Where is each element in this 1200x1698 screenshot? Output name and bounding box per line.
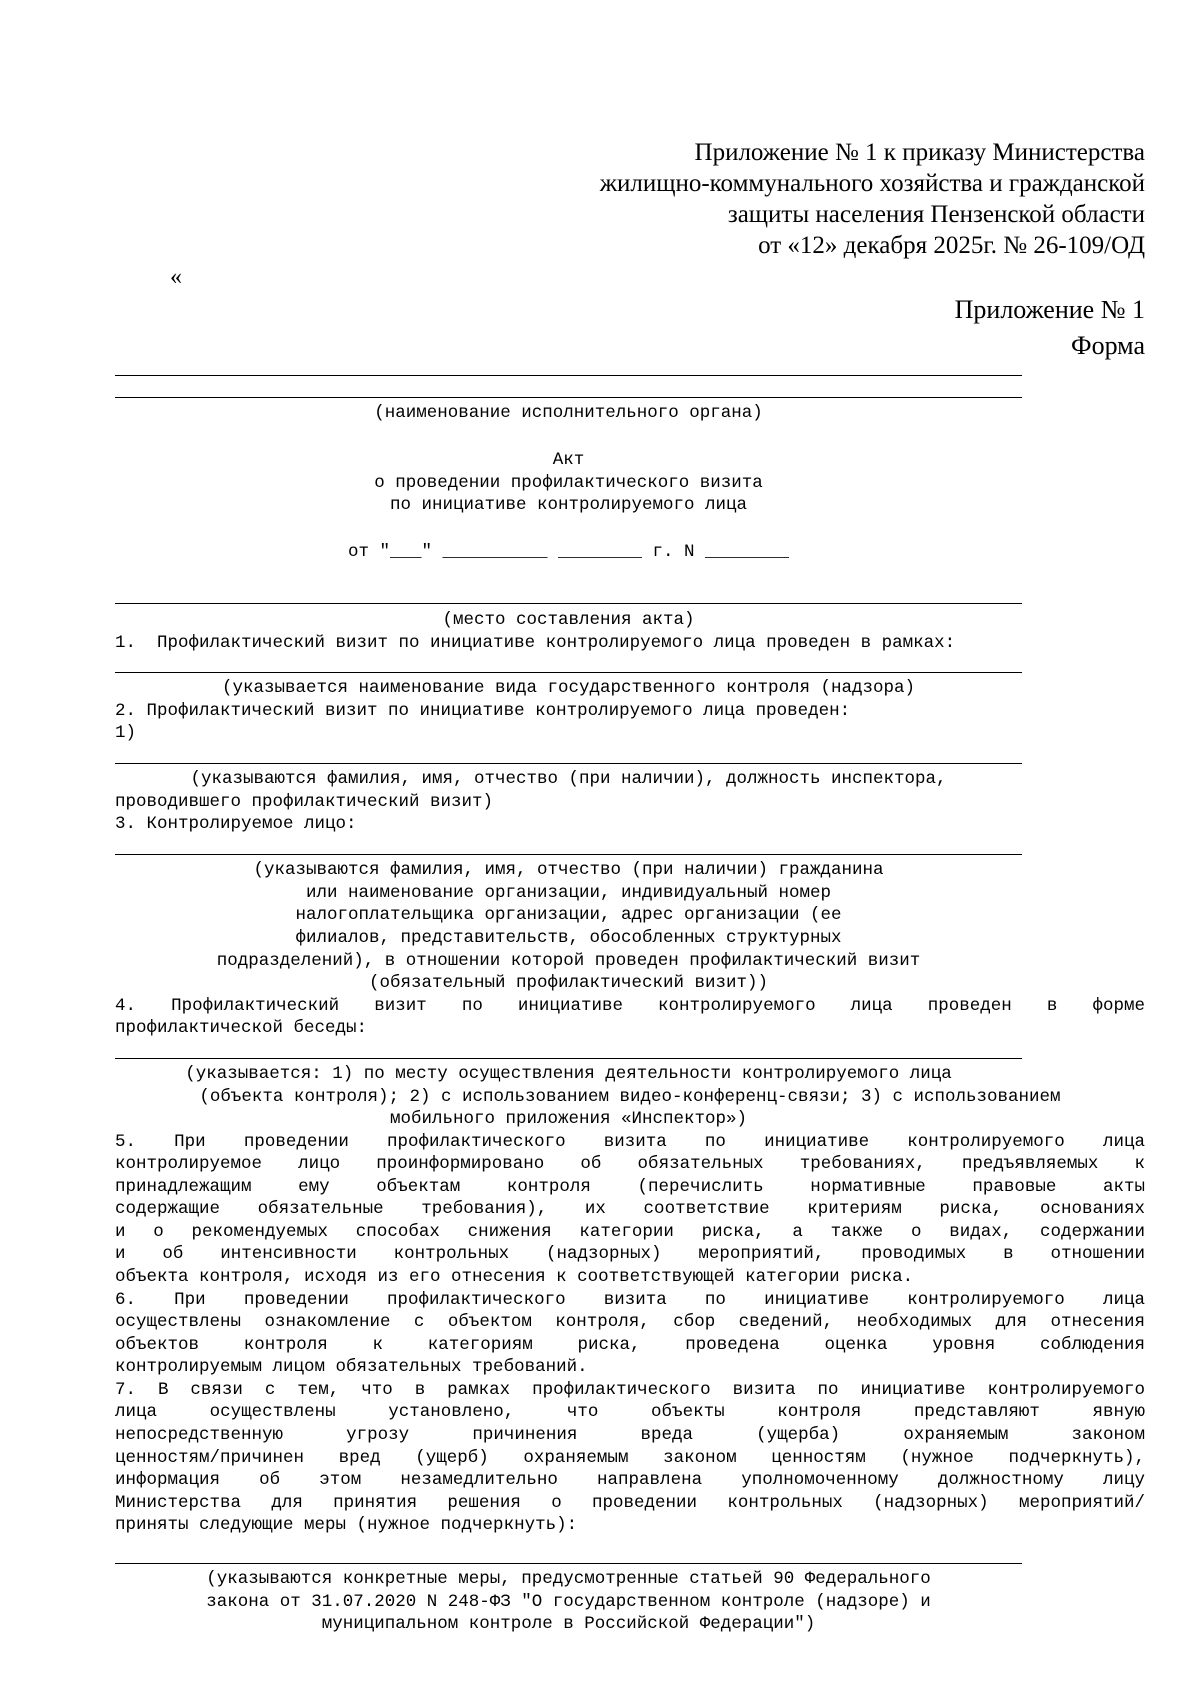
item-1-caption: (указывается наименование вида государственного контроля (надзора) <box>221 678 916 698</box>
item-7-line-3: непосредственную угрозу причинения вреда (ущерба) охраняемым законом <box>115 1425 1145 1445</box>
order-reference-line-4: от «12» декабря 2025г. № 26-109/ОД <box>758 232 1145 259</box>
item-7-caption-2: закона от 31.07.2020 N 248-ФЗ "О государственном контроле (надзоре) и <box>206 1592 931 1612</box>
item-4-caption-3: мобильного приложения «Инспектор») <box>389 1109 748 1129</box>
place-caption: (место составления акта) <box>442 610 695 630</box>
item-5-line-1: 5. При проведении профилактического визита по инициативе контролируемого лица <box>115 1132 1145 1152</box>
item-4-text-1: 4. Профилактический визит по инициативе контролируемого лица проведен в форме <box>115 996 1145 1016</box>
item-2-text: 2. Профилактический визит по инициативе контролируемого лица проведен: <box>115 701 851 721</box>
item-7-line-5: информация об этом незамедлительно направлена уполномоченному должностному лицу <box>115 1470 1145 1490</box>
item-3-caption-3: налогоплательщика организации, адрес организации (ее <box>295 905 842 925</box>
order-reference-line-2: жилищно-коммунального хозяйства и гражданской <box>599 170 1145 197</box>
item-1-text: 1. Профилактический визит по инициативе контролируемого лица проведен в рамках: <box>115 633 956 653</box>
item-3-line <box>115 854 1022 855</box>
org-name-line-2 <box>115 397 1022 398</box>
item-7-line-4: ценностям/причинен вред (ущерб) охраняемым законом ценностям (нужное подчеркнуть), <box>115 1448 1145 1468</box>
order-reference-line-1: Приложение № 1 к приказу Министерства <box>694 139 1145 166</box>
item-7-line-6: Министерства для принятия решения о проведении контрольных (надзорных) мероприятий/ <box>115 1493 1145 1513</box>
item-7-line-7: приняты следующие меры (нужное подчеркнуть): <box>115 1515 578 1535</box>
item-4-line <box>115 1058 1022 1059</box>
appendix-heading <box>955 292 1145 364</box>
place-line <box>115 603 1022 604</box>
item-3-caption-1: (указываются фамилия, имя, отчество (при наличии) гражданина <box>253 860 884 880</box>
item-6-line-3: объектов контроля к категориям риска, проведена оценка уровня соблюдения <box>115 1335 1145 1355</box>
appendix-title: Приложение № 1 <box>954 295 1145 324</box>
item-2-line <box>115 763 1022 764</box>
item-5-line-6: и об интенсивности контрольных (надзорных) мероприятий, проводимых в отношении <box>115 1244 1145 1264</box>
act-subtitle-2: по инициативе контролируемого лица <box>389 495 748 515</box>
item-7-caption-1: (указываются конкретные меры, предусмотренные статьей 90 Федерального <box>206 1569 931 1589</box>
order-reference <box>600 137 1145 261</box>
act-date-line: от "___" __________ ________ г. N ________ <box>347 542 790 562</box>
item-5-line-4: содержащие обязательные требования), их соответствие критериям риска, основаниях <box>115 1199 1145 1219</box>
item-6-line-4: контролируемым лицом обязательных требований. <box>115 1357 588 1377</box>
form-label: Форма <box>1071 331 1145 360</box>
opening-quote: « <box>170 264 182 290</box>
item-4-caption-2: (объекта контроля); 2) с использованием видео-конференц-связи; 3) с использованием <box>199 1087 1061 1107</box>
org-name-line-1 <box>115 375 1022 376</box>
item-5-line-3: принадлежащим ему объектам контроля (перечислить нормативные правовые акты <box>115 1177 1145 1197</box>
act-subtitle-1: о проведении профилактического визита <box>374 473 763 493</box>
item-3-caption-5: подразделений), в отношении которой проведен профилактический визит <box>216 951 921 971</box>
item-3-caption-6: (обязательный профилактический визит)) <box>368 973 769 993</box>
item-4-caption-1: (указывается: 1) по месту осуществления деятельности контролируемого лица <box>185 1064 952 1084</box>
item-5-line-2: контролируемое лицо проинформировано об обязательных требованиях, предъявляемых к <box>115 1154 1145 1174</box>
order-reference-line-3: защиты населения Пензенской области <box>727 201 1145 228</box>
item-5-line-7: объекта контроля, исходя из его отнесения к соответствующей категории риска. <box>115 1267 914 1287</box>
item-1-line <box>115 672 1022 673</box>
item-5-line-5: и о рекомендуемых способах снижения категории риска, а также о видах, содержании <box>115 1222 1145 1242</box>
item-7-caption-3: муниципальном контроле в Российской Федерации") <box>321 1614 816 1634</box>
item-7-line-1: 7. В связи с тем, что в рамках профилактического визита по инициативе контролируемого <box>115 1380 1145 1400</box>
item-3-caption-4: филиалов, представительств, обособленных структурных <box>295 928 842 948</box>
act-title: Акт <box>552 450 585 470</box>
item-2-caption-1: (указываются фамилия, имя, отчество (при наличии), должность инспектора, <box>190 769 947 789</box>
org-name-caption: (наименование исполнительного органа) <box>374 403 763 423</box>
item-7-measures-line <box>115 1563 1022 1564</box>
item-2-caption-2: проводившего профилактический визит) <box>115 792 494 812</box>
item-6-line-1: 6. При проведении профилактического визита по инициативе контролируемого лица <box>115 1290 1145 1310</box>
item-4-text-2: профилактической беседы: <box>115 1018 368 1038</box>
item-7-line-2: лица осуществлены установлено, что объекты контроля представляют явную <box>115 1402 1145 1422</box>
item-3-caption-2: или наименование организации, индивидуальный номер <box>305 883 832 903</box>
item-3-text: 3. Контролируемое лицо: <box>115 814 357 834</box>
item-2-sub: 1) <box>115 723 137 743</box>
item-6-line-2: осуществлены ознакомление с объектом контроля, сбор сведений, необходимых для отнесения <box>115 1312 1145 1332</box>
